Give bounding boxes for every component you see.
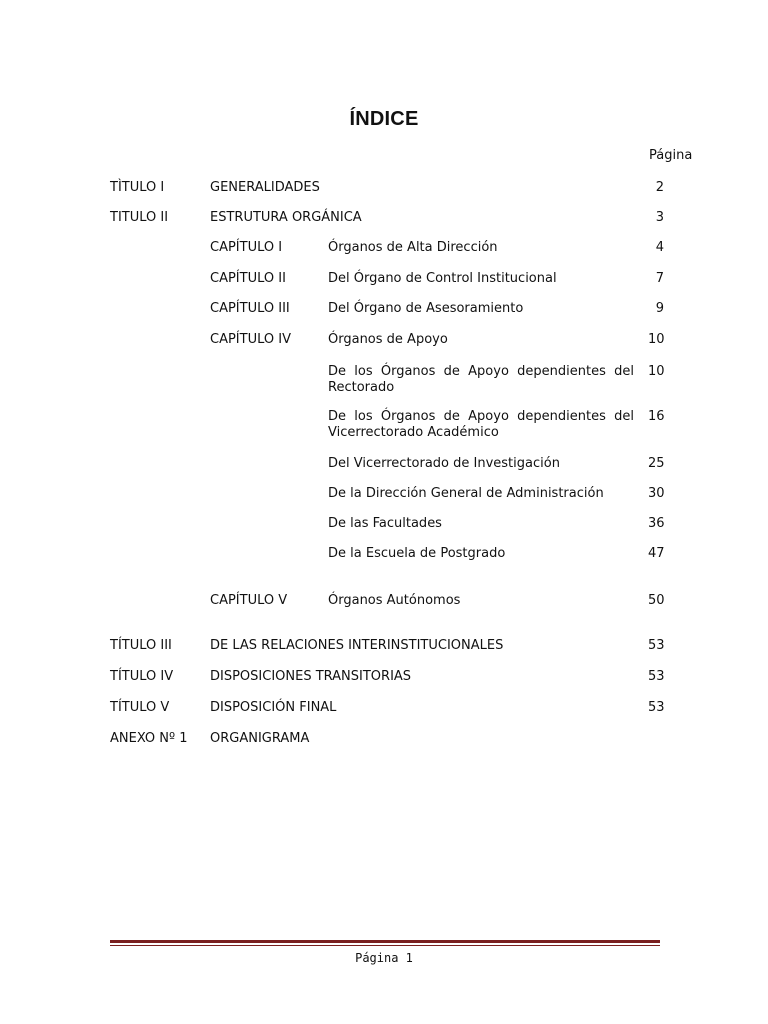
toc-subsection-title (328, 409, 634, 441)
toc-page-number: 3 (655, 210, 664, 225)
page-column-header: Página (649, 148, 693, 163)
toc-chapter-label: CAPÍTULO II (210, 271, 286, 286)
toc-section-label: TÍTULO V (110, 700, 170, 715)
toc-chapter-label: CAPÍTULO I (210, 240, 283, 255)
footer-page-number: Página 1 (355, 951, 413, 965)
toc-page-number: 30 (648, 486, 665, 501)
toc-page-number: 53 (648, 638, 665, 653)
toc-subsection-title: De la Escuela de Postgrado (328, 546, 506, 561)
toc-section-title: ORGANIGRAMA (210, 731, 310, 746)
toc-chapter-title: Órganos de Apoyo (328, 332, 448, 347)
toc-subsection-line: De los Órganos de Apoyo dependientes del (328, 409, 634, 424)
toc-page-number: 4 (655, 240, 664, 255)
toc-page-number: 36 (648, 516, 665, 531)
toc-chapter-title: Órganos de Alta Dirección (328, 240, 498, 255)
toc-section-label: TÍTULO IV (110, 669, 174, 684)
toc-page-number: 10 (648, 364, 665, 379)
footer-divider (110, 940, 660, 946)
toc-section-title: DISPOSICIONES TRANSITORIAS (210, 669, 412, 684)
toc-section-label: TÌTULO I (110, 180, 165, 195)
footer-divider-thick (110, 940, 660, 943)
toc-page-number: 53 (648, 700, 665, 715)
toc-page-number: 9 (655, 301, 664, 316)
footer-divider-thin (110, 945, 660, 946)
toc-section-title: ESTRUTURA ORGÁNICA (210, 210, 362, 225)
toc-subsection-line: Rectorado (328, 380, 395, 395)
toc-section-label: TITULO II (110, 210, 169, 225)
toc-page-number: 10 (648, 332, 665, 347)
toc-section-label: TÍTULO III (110, 638, 172, 653)
toc-page-number: 47 (648, 546, 665, 561)
toc-section-title: DISPOSICIÓN FINAL (210, 700, 337, 715)
toc-page-number: 53 (648, 669, 665, 684)
toc-subsection-title: De la Dirección General de Administración (328, 486, 604, 501)
toc-page-number: 2 (655, 180, 664, 195)
toc-page-number: 7 (655, 271, 664, 286)
toc-subsection-line: Vicerrectorado Académico (328, 425, 499, 440)
document-title: ÍNDICE (349, 108, 419, 130)
toc-chapter-title: Órganos Autónomos (328, 593, 461, 608)
toc-section-label: ANEXO Nº 1 (110, 731, 188, 746)
toc-chapter-label: CAPÍTULO V (210, 593, 288, 608)
toc-section-title: DE LAS RELACIONES INTERINSTITUCIONALES (210, 638, 504, 653)
toc-chapter-title: Del Órgano de Control Institucional (328, 271, 557, 286)
toc-page-number: 50 (648, 593, 665, 608)
toc-chapter-label: CAPÍTULO III (210, 301, 290, 316)
toc-section-title: GENERALIDADES (210, 180, 320, 195)
toc-subsection-title: De las Facultades (328, 516, 442, 531)
toc-subsection-title: Del Vicerrectorado de Investigación (328, 456, 560, 471)
toc-chapter-title: Del Órgano de Asesoramiento (328, 301, 524, 316)
toc-page-number: 16 (648, 409, 665, 424)
toc-subsection-title (328, 364, 634, 396)
toc-page-number: 25 (648, 456, 665, 471)
toc-chapter-label: CAPÍTULO IV (210, 332, 291, 347)
toc-subsection-line: De los Órganos de Apoyo dependientes del (328, 364, 634, 379)
